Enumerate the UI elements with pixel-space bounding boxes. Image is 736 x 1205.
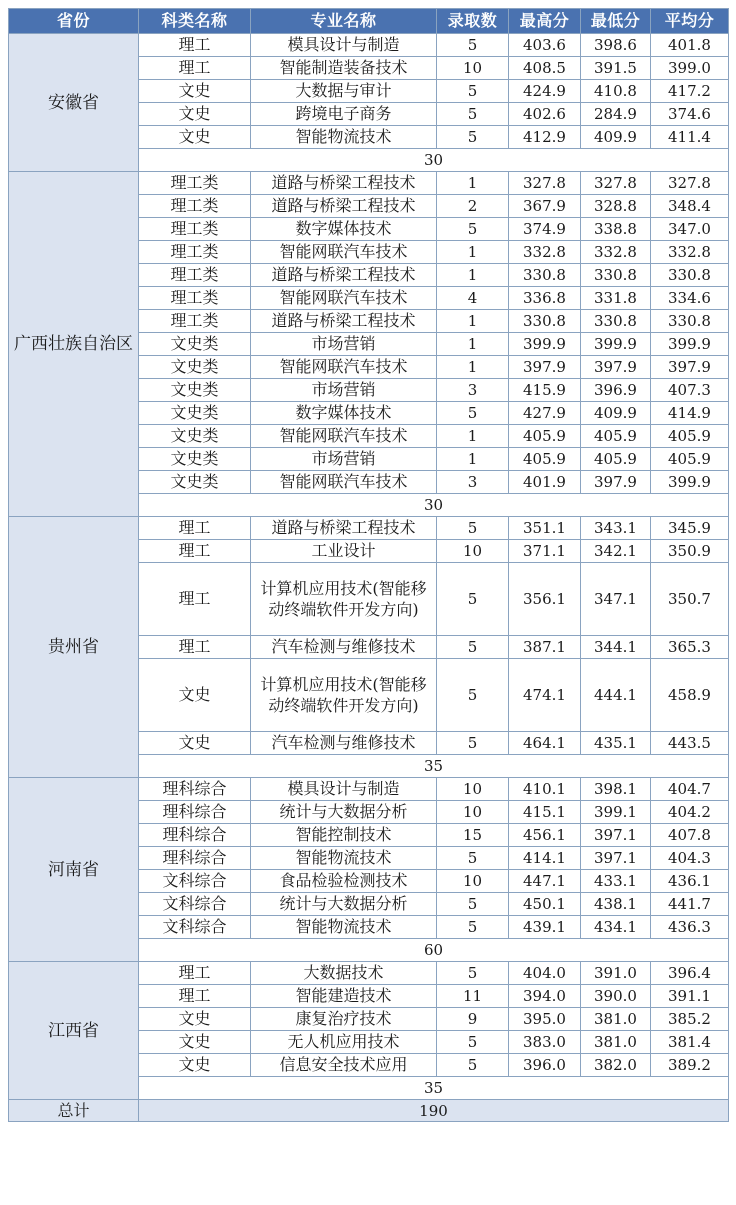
major-cell: 大数据技术 xyxy=(251,962,437,985)
major-cell: 道路与桥梁工程技术 xyxy=(251,264,437,287)
max-score-cell: 405.9 xyxy=(509,425,581,448)
max-score-cell: 383.0 xyxy=(509,1031,581,1054)
max-score-cell: 401.9 xyxy=(509,471,581,494)
category-cell: 理工类 xyxy=(139,310,251,333)
avg-score-cell: 436.1 xyxy=(651,870,729,893)
avg-score-cell: 399.0 xyxy=(651,57,729,80)
category-cell: 理科综合 xyxy=(139,778,251,801)
subtotal-value: 30 xyxy=(139,494,729,517)
category-cell: 文史 xyxy=(139,1031,251,1054)
min-score-cell: 332.8 xyxy=(581,241,651,264)
major-cell: 食品检验检测技术 xyxy=(251,870,437,893)
major-cell: 数字媒体技术 xyxy=(251,218,437,241)
avg-score-cell: 350.7 xyxy=(651,563,729,636)
category-cell: 理科综合 xyxy=(139,824,251,847)
table-row xyxy=(9,778,729,801)
total-label: 总计 xyxy=(9,1100,139,1122)
province-cell: 河南省 xyxy=(9,778,139,962)
major-cell: 模具设计与制造 xyxy=(251,778,437,801)
min-score-cell: 338.8 xyxy=(581,218,651,241)
avg-score-cell: 347.0 xyxy=(651,218,729,241)
max-score-cell: 447.1 xyxy=(509,870,581,893)
province-cell: 广西壮族自治区 xyxy=(9,172,139,517)
min-score-cell: 438.1 xyxy=(581,893,651,916)
table-row xyxy=(9,517,729,540)
admitted-cell: 5 xyxy=(437,962,509,985)
major-cell: 智能建造技术 xyxy=(251,985,437,1008)
category-cell: 文科综合 xyxy=(139,870,251,893)
min-score-cell: 405.9 xyxy=(581,425,651,448)
avg-score-cell: 417.2 xyxy=(651,80,729,103)
min-score-cell: 433.1 xyxy=(581,870,651,893)
category-cell: 理工类 xyxy=(139,287,251,310)
admitted-cell: 1 xyxy=(437,333,509,356)
admitted-cell: 2 xyxy=(437,195,509,218)
major-cell: 智能制造装备技术 xyxy=(251,57,437,80)
max-score-cell: 474.1 xyxy=(509,659,581,732)
category-cell: 理工 xyxy=(139,517,251,540)
min-score-cell: 398.1 xyxy=(581,778,651,801)
subtotal-value: 60 xyxy=(139,939,729,962)
avg-score-cell: 332.8 xyxy=(651,241,729,264)
subtotal-value: 35 xyxy=(139,1077,729,1100)
category-cell: 理工类 xyxy=(139,241,251,264)
max-score-cell: 415.1 xyxy=(509,801,581,824)
header-min-score: 最低分 xyxy=(581,9,651,34)
major-cell: 模具设计与制造 xyxy=(251,34,437,57)
major-cell: 道路与桥梁工程技术 xyxy=(251,195,437,218)
min-score-cell: 342.1 xyxy=(581,540,651,563)
category-cell: 文史 xyxy=(139,126,251,149)
max-score-cell: 397.9 xyxy=(509,356,581,379)
min-score-cell: 391.5 xyxy=(581,57,651,80)
min-score-cell: 284.9 xyxy=(581,103,651,126)
min-score-cell: 382.0 xyxy=(581,1054,651,1077)
max-score-cell: 427.9 xyxy=(509,402,581,425)
min-score-cell: 409.9 xyxy=(581,402,651,425)
category-cell: 文史类 xyxy=(139,448,251,471)
max-score-cell: 412.9 xyxy=(509,126,581,149)
avg-score-cell: 407.3 xyxy=(651,379,729,402)
avg-score-cell: 404.7 xyxy=(651,778,729,801)
category-cell: 文科综合 xyxy=(139,916,251,939)
major-cell: 智能控制技术 xyxy=(251,824,437,847)
table-row xyxy=(9,962,729,985)
avg-score-cell: 404.3 xyxy=(651,847,729,870)
table-row xyxy=(9,34,729,57)
major-cell: 智能网联汽车技术 xyxy=(251,287,437,310)
category-cell: 文史 xyxy=(139,80,251,103)
major-cell: 计算机应用技术(智能移动终端软件开发方向) xyxy=(251,659,437,732)
avg-score-cell: 348.4 xyxy=(651,195,729,218)
max-score-cell: 395.0 xyxy=(509,1008,581,1031)
max-score-cell: 424.9 xyxy=(509,80,581,103)
category-cell: 文史 xyxy=(139,732,251,755)
avg-score-cell: 330.8 xyxy=(651,264,729,287)
min-score-cell: 409.9 xyxy=(581,126,651,149)
min-score-cell: 397.9 xyxy=(581,471,651,494)
header-admitted: 录取数 xyxy=(437,9,509,34)
min-score-cell: 347.1 xyxy=(581,563,651,636)
province-cell: 安徽省 xyxy=(9,34,139,172)
major-cell: 汽车检测与维修技术 xyxy=(251,732,437,755)
avg-score-cell: 374.6 xyxy=(651,103,729,126)
category-cell: 理科综合 xyxy=(139,847,251,870)
province-cell: 江西省 xyxy=(9,962,139,1100)
min-score-cell: 327.8 xyxy=(581,172,651,195)
max-score-cell: 351.1 xyxy=(509,517,581,540)
min-score-cell: 330.8 xyxy=(581,264,651,287)
min-score-cell: 330.8 xyxy=(581,310,651,333)
min-score-cell: 397.9 xyxy=(581,356,651,379)
admitted-cell: 1 xyxy=(437,241,509,264)
avg-score-cell: 399.9 xyxy=(651,471,729,494)
max-score-cell: 394.0 xyxy=(509,985,581,1008)
major-cell: 数字媒体技术 xyxy=(251,402,437,425)
avg-score-cell: 381.4 xyxy=(651,1031,729,1054)
admitted-cell: 5 xyxy=(437,893,509,916)
admitted-cell: 5 xyxy=(437,126,509,149)
admitted-cell: 5 xyxy=(437,1031,509,1054)
major-cell: 汽车检测与维修技术 xyxy=(251,636,437,659)
min-score-cell: 343.1 xyxy=(581,517,651,540)
header-avg-score: 平均分 xyxy=(651,9,729,34)
category-cell: 理工类 xyxy=(139,218,251,241)
admitted-cell: 5 xyxy=(437,916,509,939)
max-score-cell: 403.6 xyxy=(509,34,581,57)
major-cell: 无人机应用技术 xyxy=(251,1031,437,1054)
major-cell: 智能物流技术 xyxy=(251,847,437,870)
admitted-cell: 11 xyxy=(437,985,509,1008)
admitted-cell: 10 xyxy=(437,57,509,80)
min-score-cell: 399.1 xyxy=(581,801,651,824)
admitted-cell: 5 xyxy=(437,847,509,870)
admitted-cell: 5 xyxy=(437,517,509,540)
max-score-cell: 456.1 xyxy=(509,824,581,847)
category-cell: 理工 xyxy=(139,540,251,563)
major-cell: 智能网联汽车技术 xyxy=(251,356,437,379)
category-cell: 理工类 xyxy=(139,264,251,287)
admitted-cell: 5 xyxy=(437,103,509,126)
max-score-cell: 415.9 xyxy=(509,379,581,402)
avg-score-cell: 397.9 xyxy=(651,356,729,379)
category-cell: 理科综合 xyxy=(139,801,251,824)
avg-score-cell: 414.9 xyxy=(651,402,729,425)
category-cell: 理工类 xyxy=(139,195,251,218)
avg-score-cell: 405.9 xyxy=(651,425,729,448)
avg-score-cell: 330.8 xyxy=(651,310,729,333)
category-cell: 理工 xyxy=(139,57,251,80)
max-score-cell: 336.8 xyxy=(509,287,581,310)
max-score-cell: 330.8 xyxy=(509,310,581,333)
avg-score-cell: 404.2 xyxy=(651,801,729,824)
major-cell: 智能网联汽车技术 xyxy=(251,241,437,264)
admitted-cell: 10 xyxy=(437,870,509,893)
admitted-cell: 1 xyxy=(437,356,509,379)
table-body xyxy=(9,34,729,1122)
admitted-cell: 5 xyxy=(437,732,509,755)
max-score-cell: 450.1 xyxy=(509,893,581,916)
avg-score-cell: 350.9 xyxy=(651,540,729,563)
admitted-cell: 1 xyxy=(437,425,509,448)
avg-score-cell: 391.1 xyxy=(651,985,729,1008)
category-cell: 文史类 xyxy=(139,333,251,356)
admission-table xyxy=(8,8,729,1122)
min-score-cell: 390.0 xyxy=(581,985,651,1008)
min-score-cell: 344.1 xyxy=(581,636,651,659)
avg-score-cell: 396.4 xyxy=(651,962,729,985)
min-score-cell: 381.0 xyxy=(581,1031,651,1054)
avg-score-cell: 385.2 xyxy=(651,1008,729,1031)
admitted-cell: 5 xyxy=(437,659,509,732)
major-cell: 大数据与审计 xyxy=(251,80,437,103)
avg-score-cell: 405.9 xyxy=(651,448,729,471)
admitted-cell: 15 xyxy=(437,824,509,847)
admitted-cell: 1 xyxy=(437,172,509,195)
max-score-cell: 332.8 xyxy=(509,241,581,264)
admitted-cell: 1 xyxy=(437,310,509,333)
avg-score-cell: 436.3 xyxy=(651,916,729,939)
admitted-cell: 10 xyxy=(437,801,509,824)
min-score-cell: 405.9 xyxy=(581,448,651,471)
admitted-cell: 10 xyxy=(437,778,509,801)
max-score-cell: 464.1 xyxy=(509,732,581,755)
major-cell: 智能网联汽车技术 xyxy=(251,471,437,494)
max-score-cell: 356.1 xyxy=(509,563,581,636)
avg-score-cell: 443.5 xyxy=(651,732,729,755)
category-cell: 理工 xyxy=(139,985,251,1008)
admitted-cell: 5 xyxy=(437,34,509,57)
category-cell: 理工 xyxy=(139,34,251,57)
category-cell: 理工类 xyxy=(139,172,251,195)
max-score-cell: 367.9 xyxy=(509,195,581,218)
header-province: 省份 xyxy=(9,9,139,34)
min-score-cell: 328.8 xyxy=(581,195,651,218)
category-cell: 理工 xyxy=(139,636,251,659)
major-cell: 智能物流技术 xyxy=(251,916,437,939)
admitted-cell: 5 xyxy=(437,563,509,636)
min-score-cell: 381.0 xyxy=(581,1008,651,1031)
subtotal-value: 30 xyxy=(139,149,729,172)
max-score-cell: 387.1 xyxy=(509,636,581,659)
admitted-cell: 1 xyxy=(437,264,509,287)
min-score-cell: 396.9 xyxy=(581,379,651,402)
min-score-cell: 410.8 xyxy=(581,80,651,103)
category-cell: 理工 xyxy=(139,563,251,636)
min-score-cell: 398.6 xyxy=(581,34,651,57)
category-cell: 文科综合 xyxy=(139,893,251,916)
max-score-cell: 374.9 xyxy=(509,218,581,241)
major-cell: 工业设计 xyxy=(251,540,437,563)
admitted-cell: 5 xyxy=(437,80,509,103)
admitted-cell: 4 xyxy=(437,287,509,310)
major-cell: 市场营销 xyxy=(251,333,437,356)
avg-score-cell: 407.8 xyxy=(651,824,729,847)
max-score-cell: 408.5 xyxy=(509,57,581,80)
category-cell: 文史类 xyxy=(139,402,251,425)
major-cell: 统计与大数据分析 xyxy=(251,801,437,824)
major-cell: 道路与桥梁工程技术 xyxy=(251,517,437,540)
total-row xyxy=(9,1100,729,1122)
admitted-cell: 3 xyxy=(437,379,509,402)
category-cell: 理工 xyxy=(139,962,251,985)
avg-score-cell: 411.4 xyxy=(651,126,729,149)
major-cell: 信息安全技术应用 xyxy=(251,1054,437,1077)
total-value: 190 xyxy=(139,1100,729,1122)
category-cell: 文史 xyxy=(139,1008,251,1031)
major-cell: 智能物流技术 xyxy=(251,126,437,149)
province-cell: 贵州省 xyxy=(9,517,139,778)
category-cell: 文史 xyxy=(139,659,251,732)
category-cell: 文史类 xyxy=(139,356,251,379)
min-score-cell: 444.1 xyxy=(581,659,651,732)
min-score-cell: 331.8 xyxy=(581,287,651,310)
category-cell: 文史 xyxy=(139,1054,251,1077)
min-score-cell: 391.0 xyxy=(581,962,651,985)
admitted-cell: 1 xyxy=(437,448,509,471)
major-cell: 跨境电子商务 xyxy=(251,103,437,126)
max-score-cell: 405.9 xyxy=(509,448,581,471)
avg-score-cell: 327.8 xyxy=(651,172,729,195)
max-score-cell: 371.1 xyxy=(509,540,581,563)
admitted-cell: 10 xyxy=(437,540,509,563)
major-cell: 道路与桥梁工程技术 xyxy=(251,172,437,195)
major-cell: 道路与桥梁工程技术 xyxy=(251,310,437,333)
admitted-cell: 5 xyxy=(437,218,509,241)
category-cell: 文史 xyxy=(139,103,251,126)
major-cell: 康复治疗技术 xyxy=(251,1008,437,1031)
avg-score-cell: 441.7 xyxy=(651,893,729,916)
header-major: 专业名称 xyxy=(251,9,437,34)
major-cell: 智能网联汽车技术 xyxy=(251,425,437,448)
max-score-cell: 396.0 xyxy=(509,1054,581,1077)
avg-score-cell: 399.9 xyxy=(651,333,729,356)
admitted-cell: 5 xyxy=(437,402,509,425)
header-category: 科类名称 xyxy=(139,9,251,34)
admitted-cell: 5 xyxy=(437,1054,509,1077)
max-score-cell: 330.8 xyxy=(509,264,581,287)
admitted-cell: 9 xyxy=(437,1008,509,1031)
avg-score-cell: 365.3 xyxy=(651,636,729,659)
max-score-cell: 439.1 xyxy=(509,916,581,939)
category-cell: 文史类 xyxy=(139,379,251,402)
min-score-cell: 397.1 xyxy=(581,847,651,870)
avg-score-cell: 389.2 xyxy=(651,1054,729,1077)
category-cell: 文史类 xyxy=(139,425,251,448)
header-row xyxy=(9,9,729,34)
major-cell: 统计与大数据分析 xyxy=(251,893,437,916)
max-score-cell: 399.9 xyxy=(509,333,581,356)
max-score-cell: 410.1 xyxy=(509,778,581,801)
major-cell: 计算机应用技术(智能移动终端软件开发方向) xyxy=(251,563,437,636)
min-score-cell: 397.1 xyxy=(581,824,651,847)
avg-score-cell: 334.6 xyxy=(651,287,729,310)
max-score-cell: 414.1 xyxy=(509,847,581,870)
min-score-cell: 399.9 xyxy=(581,333,651,356)
header-max-score: 最高分 xyxy=(509,9,581,34)
min-score-cell: 435.1 xyxy=(581,732,651,755)
subtotal-value: 35 xyxy=(139,755,729,778)
avg-score-cell: 458.9 xyxy=(651,659,729,732)
avg-score-cell: 345.9 xyxy=(651,517,729,540)
table-row xyxy=(9,172,729,195)
major-cell: 市场营销 xyxy=(251,448,437,471)
max-score-cell: 327.8 xyxy=(509,172,581,195)
category-cell: 文史类 xyxy=(139,471,251,494)
major-cell: 市场营销 xyxy=(251,379,437,402)
avg-score-cell: 401.8 xyxy=(651,34,729,57)
max-score-cell: 404.0 xyxy=(509,962,581,985)
admitted-cell: 5 xyxy=(437,636,509,659)
admitted-cell: 3 xyxy=(437,471,509,494)
min-score-cell: 434.1 xyxy=(581,916,651,939)
max-score-cell: 402.6 xyxy=(509,103,581,126)
